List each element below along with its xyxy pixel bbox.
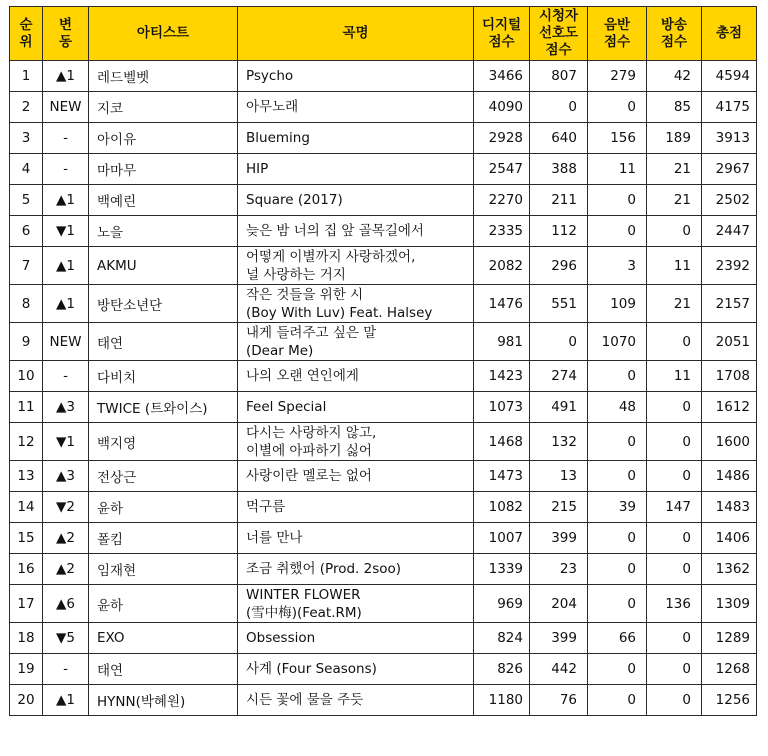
broadcast-score-cell: 136: [647, 585, 702, 623]
digital-score-cell: 1007: [474, 523, 530, 554]
table-row: [10, 623, 757, 654]
rank-cell: 20: [10, 685, 43, 716]
rank-cell: 11: [10, 392, 43, 423]
change-cell: ▼1: [43, 216, 89, 247]
album-score-cell: 1070: [588, 323, 647, 361]
song-title-line: (Dear Me): [246, 342, 314, 359]
song-title-line: 다시는 사랑하지 않고,: [246, 424, 377, 441]
artist-cell: 윤하: [89, 492, 238, 523]
header-total-score: [702, 7, 757, 61]
header-digital-line: 점수: [488, 33, 515, 50]
chart-ranking-table: [9, 6, 757, 716]
song-title-line: (Boy With Luv) Feat. Halsey: [246, 304, 433, 321]
change-cell: NEW: [43, 323, 89, 361]
header-artist: [89, 7, 238, 61]
rank-cell: 4: [10, 154, 43, 185]
table-row: [10, 654, 757, 685]
broadcast-score-cell: 0: [647, 216, 702, 247]
table-row: [10, 61, 757, 92]
header-digital-score: [474, 7, 530, 61]
broadcast-score-cell: 21: [647, 185, 702, 216]
rank-cell: 18: [10, 623, 43, 654]
album-score-cell: 0: [588, 423, 647, 461]
song-cell: [238, 654, 474, 685]
album-score-cell: 0: [588, 654, 647, 685]
broadcast-score-cell: 0: [647, 461, 702, 492]
song-cell: [238, 623, 474, 654]
header-change-line: 동: [58, 33, 73, 50]
album-score-cell: 279: [588, 61, 647, 92]
table-row: [10, 285, 757, 323]
header-rank-line: 순: [19, 16, 33, 33]
artist-cell: 노을: [89, 216, 238, 247]
header-viewer-line: 선호도: [538, 25, 579, 41]
table-row: [10, 216, 757, 247]
viewer-score-cell: 399: [530, 623, 588, 654]
change-cell: ▼5: [43, 623, 89, 654]
album-score-cell: 156: [588, 123, 647, 154]
broadcast-score-cell: 147: [647, 492, 702, 523]
total-score-cell: 2967: [702, 154, 757, 185]
song-cell: [238, 392, 474, 423]
broadcast-score-cell: 42: [647, 61, 702, 92]
total-score-cell: 1612: [702, 392, 757, 423]
digital-score-cell: 981: [474, 323, 530, 361]
artist-cell: HYNN(박혜원): [89, 685, 238, 716]
song-cell: [238, 285, 474, 323]
table-row: [10, 323, 757, 361]
song-title-line: HIP: [246, 161, 269, 177]
artist-cell: 방탄소년단: [89, 285, 238, 323]
change-cell: ▼2: [43, 492, 89, 523]
song-title-line: 조금 취했어 (Prod. 2soo): [246, 561, 402, 577]
total-score-cell: 1362: [702, 554, 757, 585]
viewer-score-cell: 807: [530, 61, 588, 92]
song-cell: [238, 92, 474, 123]
table-row: [10, 423, 757, 461]
rank-cell: 9: [10, 323, 43, 361]
digital-score-cell: 1082: [474, 492, 530, 523]
song-cell: [238, 585, 474, 623]
artist-cell: 다비치: [89, 361, 238, 392]
viewer-score-cell: 551: [530, 285, 588, 323]
digital-score-cell: 2082: [474, 247, 530, 285]
digital-score-cell: 2928: [474, 123, 530, 154]
rank-cell: 3: [10, 123, 43, 154]
song-cell: [238, 123, 474, 154]
song-title-line: 아무노래: [246, 99, 299, 115]
rank-cell: 2: [10, 92, 43, 123]
total-score-cell: 1309: [702, 585, 757, 623]
total-score-cell: 2051: [702, 323, 757, 361]
header-rank-line: 위: [19, 33, 33, 50]
rank-cell: 15: [10, 523, 43, 554]
table-row: [10, 123, 757, 154]
total-score-cell: 4594: [702, 61, 757, 92]
broadcast-score-cell: 0: [647, 685, 702, 716]
table-row: [10, 361, 757, 392]
rank-cell: 8: [10, 285, 43, 323]
rank-cell: 19: [10, 654, 43, 685]
header-viewer-line: 시청자: [538, 8, 579, 24]
header-album-line: 점수: [603, 33, 631, 50]
artist-cell: 폴킴: [89, 523, 238, 554]
song-cell: [238, 185, 474, 216]
viewer-score-cell: 491: [530, 392, 588, 423]
rank-cell: 12: [10, 423, 43, 461]
song-title-line: 어떻게 이별까지 사랑하겠어,: [246, 248, 416, 265]
total-score-cell: 2392: [702, 247, 757, 285]
change-cell: ▲6: [43, 585, 89, 623]
change-cell: ▲2: [43, 523, 89, 554]
change-cell: ▲1: [43, 285, 89, 323]
total-score-cell: 1486: [702, 461, 757, 492]
rank-cell: 6: [10, 216, 43, 247]
album-score-cell: 0: [588, 185, 647, 216]
song-cell: [238, 61, 474, 92]
song-title-line: Obsession: [246, 630, 316, 646]
total-score-cell: 1268: [702, 654, 757, 685]
change-cell: ▲1: [43, 685, 89, 716]
change-cell: -: [43, 654, 89, 685]
broadcast-score-cell: 11: [647, 247, 702, 285]
viewer-score-cell: 274: [530, 361, 588, 392]
table-row: [10, 154, 757, 185]
song-title-line: 나의 오랜 연인에게: [246, 368, 359, 384]
digital-score-cell: 2270: [474, 185, 530, 216]
album-score-cell: 3: [588, 247, 647, 285]
rank-cell: 5: [10, 185, 43, 216]
digital-score-cell: 2335: [474, 216, 530, 247]
digital-score-cell: 1180: [474, 685, 530, 716]
header-viewer-score: [530, 7, 588, 61]
change-cell: -: [43, 154, 89, 185]
album-score-cell: 48: [588, 392, 647, 423]
table-row: [10, 461, 757, 492]
song-title-line: 너를 만나: [246, 530, 303, 546]
header-song-line: 곡명: [342, 25, 369, 41]
ranking-rows: [10, 61, 757, 716]
broadcast-score-cell: 21: [647, 154, 702, 185]
total-score-cell: 3913: [702, 123, 757, 154]
header-rank: [10, 7, 43, 61]
digital-score-cell: 1423: [474, 361, 530, 392]
song-cell: [238, 247, 474, 285]
digital-score-cell: 1073: [474, 392, 530, 423]
viewer-score-cell: 0: [530, 92, 588, 123]
table-row: [10, 523, 757, 554]
change-cell: ▲3: [43, 461, 89, 492]
total-score-cell: 2157: [702, 285, 757, 323]
digital-score-cell: 1476: [474, 285, 530, 323]
album-score-cell: 39: [588, 492, 647, 523]
artist-cell: TWICE (트와이스): [89, 392, 238, 423]
artist-cell: 백예린: [89, 185, 238, 216]
artist-cell: AKMU: [89, 247, 238, 285]
artist-cell: 임재현: [89, 554, 238, 585]
song-title-line: 내게 들려주고 싶은 말: [246, 324, 377, 341]
total-score-cell: 1406: [702, 523, 757, 554]
album-score-cell: 0: [588, 361, 647, 392]
change-cell: ▲1: [43, 247, 89, 285]
digital-score-cell: 1339: [474, 554, 530, 585]
artist-cell: 백지영: [89, 423, 238, 461]
change-cell: NEW: [43, 92, 89, 123]
table-row: [10, 585, 757, 623]
viewer-score-cell: 76: [530, 685, 588, 716]
table-row: [10, 492, 757, 523]
change-cell: ▼1: [43, 423, 89, 461]
viewer-score-cell: 296: [530, 247, 588, 285]
broadcast-score-cell: 11: [647, 361, 702, 392]
header-song: [238, 7, 474, 61]
broadcast-score-cell: 0: [647, 654, 702, 685]
song-title-line: (雪中梅)(Feat.RM): [246, 604, 362, 621]
broadcast-score-cell: 0: [647, 523, 702, 554]
viewer-score-cell: 112: [530, 216, 588, 247]
header-change-line: 변: [58, 16, 73, 33]
header-digital-line: 디지털: [481, 16, 522, 33]
rank-cell: 7: [10, 247, 43, 285]
song-title-line: Blueming: [246, 130, 310, 146]
song-cell: [238, 361, 474, 392]
total-score-cell: 1289: [702, 623, 757, 654]
change-cell: ▲2: [43, 554, 89, 585]
song-title-line: 이별에 아파하기 싫어: [246, 442, 372, 459]
digital-score-cell: 969: [474, 585, 530, 623]
broadcast-score-cell: 21: [647, 285, 702, 323]
total-score-cell: 1483: [702, 492, 757, 523]
album-score-cell: 0: [588, 523, 647, 554]
artist-cell: 레드벨벳: [89, 61, 238, 92]
song-title-line: Psycho: [246, 68, 294, 84]
table-row: [10, 247, 757, 285]
artist-cell: 태연: [89, 654, 238, 685]
rank-cell: 14: [10, 492, 43, 523]
table-row: [10, 392, 757, 423]
header-total-line: 총점: [715, 25, 743, 41]
rank-cell: 16: [10, 554, 43, 585]
artist-cell: EXO: [89, 623, 238, 654]
change-cell: ▲3: [43, 392, 89, 423]
song-title-line: 널 사랑하는 거지: [246, 266, 346, 283]
broadcast-score-cell: 0: [647, 554, 702, 585]
header-artist-line: 아티스트: [136, 25, 190, 41]
total-score-cell: 1600: [702, 423, 757, 461]
viewer-score-cell: 204: [530, 585, 588, 623]
digital-score-cell: 1468: [474, 423, 530, 461]
song-title-line: 먹구름: [246, 499, 286, 515]
song-title-line: 시든 꽃에 물을 주듯: [246, 692, 364, 708]
viewer-score-cell: 442: [530, 654, 588, 685]
header-change: [43, 7, 89, 61]
header-broadcast-line: 방송: [660, 16, 688, 33]
artist-cell: 마마무: [89, 154, 238, 185]
song-cell: [238, 685, 474, 716]
change-cell: -: [43, 361, 89, 392]
broadcast-score-cell: 85: [647, 92, 702, 123]
rank-cell: 10: [10, 361, 43, 392]
viewer-score-cell: 640: [530, 123, 588, 154]
song-title-line: 사랑이란 멜로는 없어: [246, 468, 372, 484]
album-score-cell: 0: [588, 585, 647, 623]
song-cell: [238, 154, 474, 185]
rank-cell: 17: [10, 585, 43, 623]
table-row: [10, 685, 757, 716]
table-row: [10, 92, 757, 123]
change-cell: -: [43, 123, 89, 154]
total-score-cell: 1708: [702, 361, 757, 392]
song-cell: [238, 554, 474, 585]
change-cell: ▲1: [43, 61, 89, 92]
song-cell: [238, 492, 474, 523]
total-score-cell: 2447: [702, 216, 757, 247]
song-title-line: 사계 (Four Seasons): [246, 661, 377, 677]
viewer-score-cell: 23: [530, 554, 588, 585]
digital-score-cell: 824: [474, 623, 530, 654]
total-score-cell: 2502: [702, 185, 757, 216]
song-title-line: Feel Special: [246, 399, 327, 415]
album-score-cell: 66: [588, 623, 647, 654]
broadcast-score-cell: 0: [647, 623, 702, 654]
song-cell: [238, 323, 474, 361]
broadcast-score-cell: 0: [647, 392, 702, 423]
digital-score-cell: 1473: [474, 461, 530, 492]
broadcast-score-cell: 0: [647, 323, 702, 361]
song-title-line: 늦은 밤 너의 집 앞 골목길에서: [246, 223, 424, 239]
album-score-cell: 0: [588, 216, 647, 247]
viewer-score-cell: 13: [530, 461, 588, 492]
album-score-cell: 0: [588, 461, 647, 492]
viewer-score-cell: 215: [530, 492, 588, 523]
song-cell: [238, 523, 474, 554]
rank-cell: 1: [10, 61, 43, 92]
digital-score-cell: 2547: [474, 154, 530, 185]
viewer-score-cell: 211: [530, 185, 588, 216]
viewer-score-cell: 0: [530, 323, 588, 361]
digital-score-cell: 3466: [474, 61, 530, 92]
song-cell: [238, 216, 474, 247]
header-album-score: [588, 7, 647, 61]
artist-cell: 윤하: [89, 585, 238, 623]
artist-cell: 전상근: [89, 461, 238, 492]
artist-cell: 태연: [89, 323, 238, 361]
album-score-cell: 0: [588, 92, 647, 123]
broadcast-score-cell: 189: [647, 123, 702, 154]
viewer-score-cell: 132: [530, 423, 588, 461]
total-score-cell: 1256: [702, 685, 757, 716]
total-score-cell: 4175: [702, 92, 757, 123]
header-broadcast-score: [647, 7, 702, 61]
song-cell: [238, 461, 474, 492]
header-viewer-line: 점수: [545, 42, 572, 58]
album-score-cell: 0: [588, 685, 647, 716]
table-row: [10, 185, 757, 216]
album-score-cell: 11: [588, 154, 647, 185]
header-row: [10, 7, 757, 61]
artist-cell: 아이유: [89, 123, 238, 154]
broadcast-score-cell: 0: [647, 423, 702, 461]
table-row: [10, 554, 757, 585]
song-title-line: WINTER FLOWER: [246, 586, 361, 603]
digital-score-cell: 826: [474, 654, 530, 685]
song-cell: [238, 423, 474, 461]
rank-cell: 13: [10, 461, 43, 492]
artist-cell: 지코: [89, 92, 238, 123]
header-broadcast-line: 점수: [660, 33, 688, 50]
album-score-cell: 109: [588, 285, 647, 323]
album-score-cell: 0: [588, 554, 647, 585]
song-title-line: 작은 것들을 위한 시: [246, 286, 364, 303]
digital-score-cell: 4090: [474, 92, 530, 123]
change-cell: ▲1: [43, 185, 89, 216]
viewer-score-cell: 388: [530, 154, 588, 185]
header-album-line: 음반: [603, 16, 631, 33]
song-title-line: Square (2017): [246, 192, 343, 208]
viewer-score-cell: 399: [530, 523, 588, 554]
